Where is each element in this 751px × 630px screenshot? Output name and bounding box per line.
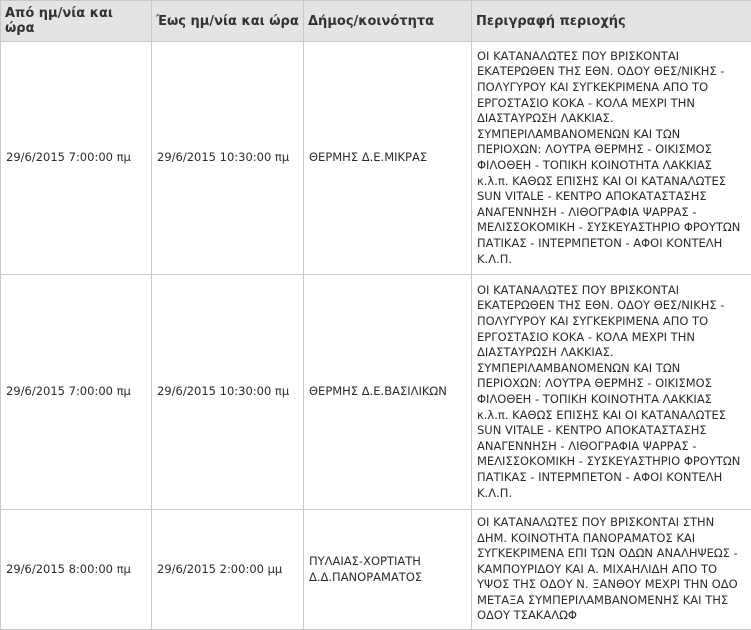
cell-municipality: ΘΕΡΜΗΣ Δ.Ε.ΒΑΣΙΛΙΚΩΝ xyxy=(304,275,472,510)
header-municipality: Δήμος/κοινότητα xyxy=(304,1,472,42)
cell-from: 29/6/2015 7:00:00 πμ xyxy=(1,42,152,275)
table-body xyxy=(1,42,751,630)
cell-municipality: ΘΕΡΜΗΣ Δ.Ε.ΜΙΚΡΑΣ xyxy=(304,42,472,275)
header-to: Έως ημ/νία και ώρα xyxy=(152,1,304,42)
cell-to: 29/6/2015 10:30:00 πμ xyxy=(152,275,304,510)
header-from: Από ημ/νία και ώρα xyxy=(1,1,152,42)
table-row xyxy=(1,510,751,630)
cell-description: ΟΙ ΚΑΤΑΝΑΛΩΤΕΣ ΠΟΥ ΒΡΙΣΚΟΝΤΑΙ ΕΚΑΤΕΡΩΘΕΝ ΤΗΣ ΕΘΝ. ΟΔΟΥ ΘΕΣ/ΝΙΚΗΣ - ΠΟΛΥΓΥΡΟΥ ΚΑΙ ΣΥΓΚΕΚΡΙΜΕΝΑ ΑΠΟ ΤΟ ΕΡΓΟΣΤΑΣΙΟ ΚΟΚΑ - ΚΟΛΑ ΜΕΧΡΙ ΤΗΝ ΔΙΑΣΤΑΥΡΩΣΗ ΛΑΚΚΙΑΣ. ΣΥΜΠΕΡΙΛΑΜΒΑΝΟΜΕΝΩΝ ΚΑΙ ΤΩΝ ΠΕΡΙΟΧΩΝ: ΛΟΥΤΡΑ ΘΕΡΜΗΣ - ΟΙΚΙΣΜΟΣ ΦΙΛΟΘΕΗ - ΤΟΠΙΚΗ ΚΟΙΝΟΤΗΤΑ ΛΑΚΚΙΑΣ κ.λ.π. ΚΑΘΩΣ ΕΠΙΣΗΣ ΚΑΙ ΟΙ ΚΑΤΑΝΑΛΩΤΕΣ SUN VITALE - ΚΕΝΤΡΟ ΑΠΟΚΑΤΑΣΤΑΣΗΣ ΑΝΑΓΕΝΝΗΣΗ - ΛΙΘΟΓΡΑΦΙΑ ΨΑΡΡΑΣ - ΜΕΛΙΣΣΟΚΟΜΙΚΗ - ΣΥΣΚΕΥΑΣΤΗΡΙΟ ΦΡΟΥΤΩΝ ΠΑΤΙΚΑΣ - ΙΝΤΕΡΜΠΕΤΟΝ - ΑΦΟΙ ΚΟΝΤΕΛΗ Κ.Λ.Π. xyxy=(472,275,751,510)
table-row xyxy=(1,42,751,275)
cell-description: ΟΙ ΚΑΤΑΝΑΛΩΤΕΣ ΠΟΥ ΒΡΙΣΚΟΝΤΑΙ ΣΤΗΝ ΔΗΜ. ΚΟΙΝΟΤΗΤΑ ΠΑΝΟΡΑΜΑΤΟΣ ΚΑΙ ΣΥΓΚΕΚΡΙΜΕΝΑ ΕΠΙ ΤΩΝ ΟΔΩΝ ΑΝΑΛΗΨΕΩΣ - ΚΑΜΠΟΥΡΙΔΟΥ ΚΑΙ Α. ΜΙΧΑΗΛΙΔΗ ΑΠΟ ΤΟ ΥΨΟΣ ΤΗΣ ΟΔΟΥ Ν. ΞΑΝΘΟΥ ΜΕΧΡΙ ΤΗΝ ΟΔΟ ΜΕΤΑΞΑ ΣΥΜΠΕΡΙΛΑΜΒΑΝΟΜΕΝΗΣ ΚΑΙ ΤΗΣ ΟΔΟΥ ΤΣΑΚΑΛΩΦ xyxy=(472,510,751,630)
cell-description: ΟΙ ΚΑΤΑΝΑΛΩΤΕΣ ΠΟΥ ΒΡΙΣΚΟΝΤΑΙ ΕΚΑΤΕΡΩΘΕΝ ΤΗΣ ΕΘΝ. ΟΔΟΥ ΘΕΣ/ΝΙΚΗΣ - ΠΟΛΥΓΥΡΟΥ ΚΑΙ ΣΥΓΚΕΚΡΙΜΕΝΑ ΑΠΟ ΤΟ ΕΡΓΟΣΤΑΣΙΟ ΚΟΚΑ - ΚΟΛΑ ΜΕΧΡΙ ΤΗΝ ΔΙΑΣΤΑΥΡΩΣΗ ΛΑΚΚΙΑΣ. ΣΥΜΠΕΡΙΛΑΜΒΑΝΟΜΕΝΩΝ ΚΑΙ ΤΩΝ ΠΕΡΙΟΧΩΝ: ΛΟΥΤΡΑ ΘΕΡΜΗΣ - ΟΙΚΙΣΜΟΣ ΦΙΛΟΘΕΗ - ΤΟΠΙΚΗ ΚΟΙΝΟΤΗΤΑ ΛΑΚΚΙΑΣ κ.λ.π. ΚΑΘΩΣ ΕΠΙΣΗΣ ΚΑΙ ΟΙ ΚΑΤΑΝΑΛΩΤΕΣ SUN VITALE - ΚΕΝΤΡΟ ΑΠΟΚΑΤΑΣΤΑΣΗΣ ΑΝΑΓΕΝΝΗΣΗ - ΛΙΘΟΓΡΑΦΙΑ ΨΑΡΡΑΣ - ΜΕΛΙΣΣΟΚΟΜΙΚΗ - ΣΥΣΚΕΥΑΣΤΗΡΙΟ ΦΡΟΥΤΩΝ ΠΑΤΙΚΑΣ - ΙΝΤΕΡΜΠΕΤΟΝ - ΑΦΟΙ ΚΟΝΤΕΛΗ Κ.Λ.Π. xyxy=(472,42,751,275)
cell-municipality: ΠΥΛΑΙΑΣ-ΧΟΡΤΙΑΤΗ Δ.Δ.ΠΑΝΟΡΑΜΑΤΟΣ xyxy=(304,510,472,630)
table-header xyxy=(1,1,751,42)
cell-from: 29/6/2015 8:00:00 πμ xyxy=(1,510,152,630)
cell-to: 29/6/2015 2:00:00 μμ xyxy=(152,510,304,630)
header-description: Περιγραφή περιοχής xyxy=(472,1,751,42)
cell-from: 29/6/2015 7:00:00 πμ xyxy=(1,275,152,510)
table-row xyxy=(1,275,751,510)
cell-to: 29/6/2015 10:30:00 πμ xyxy=(152,42,304,275)
header-row xyxy=(1,1,751,42)
